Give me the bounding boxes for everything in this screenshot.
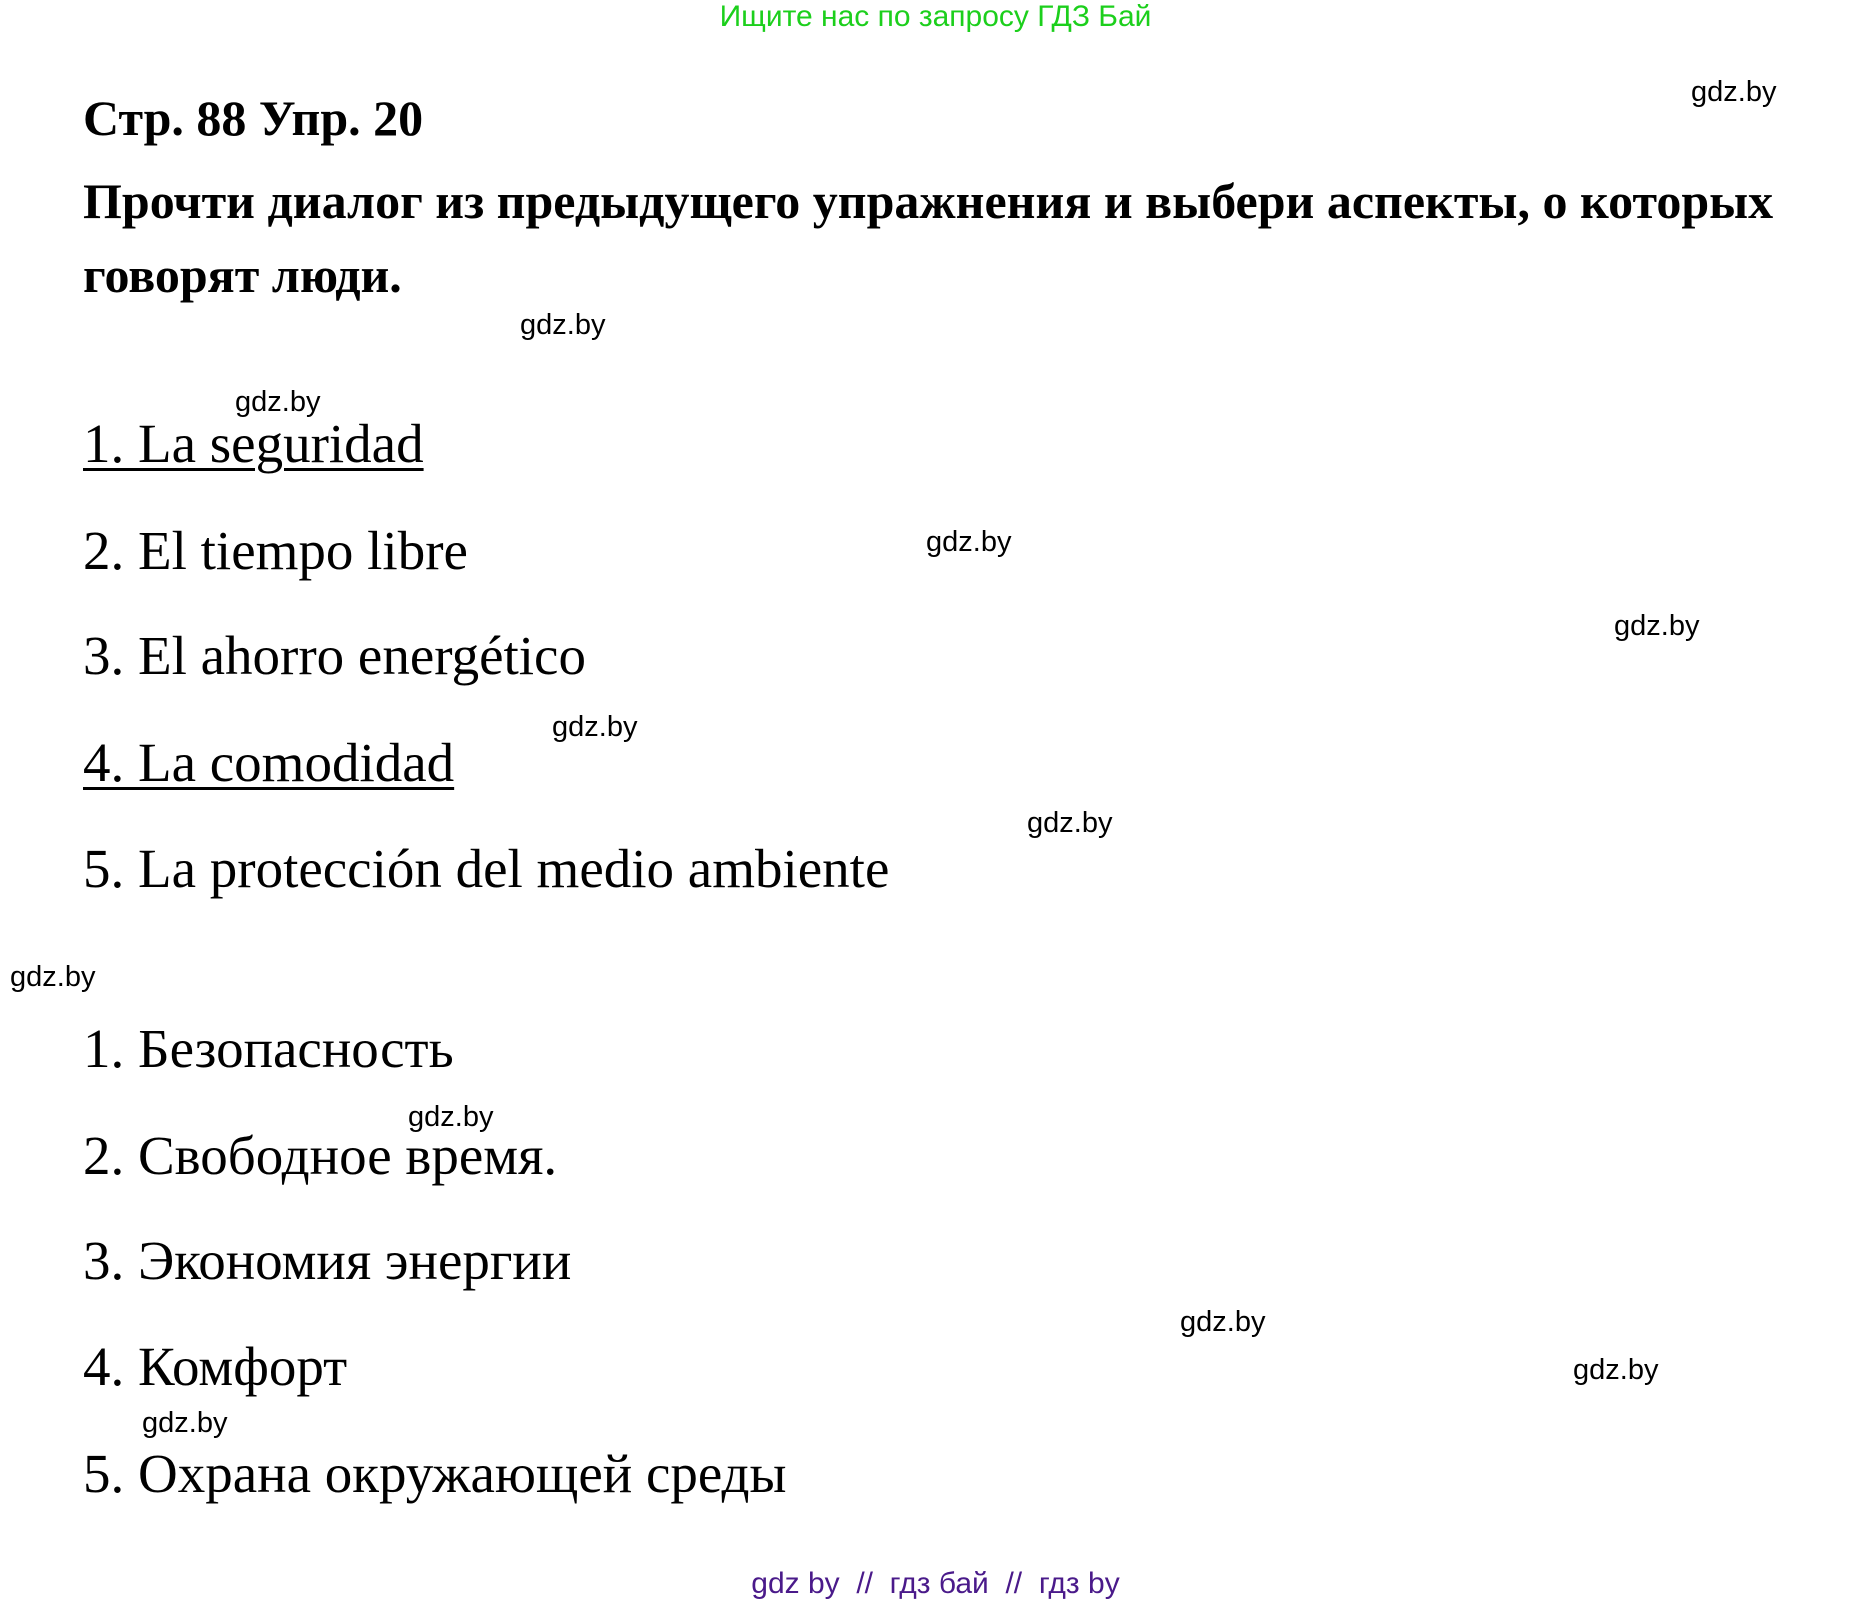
- page-title: Стр. 88 Упр. 20: [83, 90, 424, 146]
- watermark: gdz.by: [552, 711, 638, 743]
- watermark: gdz.by: [1027, 807, 1113, 839]
- spanish-item: 1. La seguridad: [83, 413, 424, 474]
- watermark: gdz.by: [10, 961, 96, 993]
- watermark: gdz.by: [1614, 610, 1700, 642]
- russian-item: 3. Экономия энергии: [83, 1230, 572, 1291]
- footer-links: gdz by // гдз бай // гдз by: [751, 1567, 1120, 1600]
- spanish-item: 2. El tiempo libre: [83, 520, 468, 581]
- russian-item: 5. Охрана окружающей среды: [83, 1443, 787, 1504]
- spanish-item: 5. La protección del medio ambiente: [83, 838, 890, 899]
- watermark: gdz.by: [1691, 76, 1777, 108]
- russian-item: 4. Комфорт: [83, 1336, 348, 1397]
- watermark: gdz.by: [1180, 1306, 1266, 1338]
- watermark: gdz.by: [408, 1101, 494, 1133]
- russian-item: 2. Свободное время.: [83, 1125, 558, 1186]
- spanish-item: 3. El ahorro energético: [83, 625, 586, 686]
- russian-item: 1. Безопасность: [83, 1018, 454, 1079]
- watermark: gdz.by: [235, 386, 321, 418]
- watermark: gdz.by: [520, 309, 606, 341]
- watermark: gdz.by: [142, 1407, 228, 1439]
- exercise-instruction: Прочти диалог из предыдущего упражнения и выбери аспекты, о которых говорят люди.: [83, 173, 1774, 303]
- search-banner: Ищите нас по запросу ГДЗ Бай: [719, 0, 1152, 33]
- spanish-item: 4. La comodidad: [83, 732, 455, 793]
- watermark: gdz.by: [926, 526, 1012, 558]
- watermark: gdz.by: [1573, 1354, 1659, 1386]
